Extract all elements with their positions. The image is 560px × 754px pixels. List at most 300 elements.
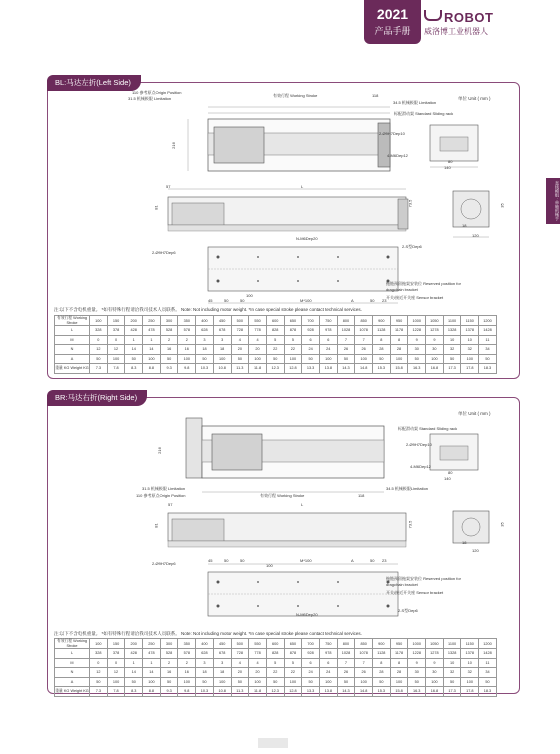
side-view-drawing	[68, 503, 508, 553]
table-cell: 10	[443, 658, 461, 668]
table-cell: 828	[266, 326, 284, 336]
table-cell: 9	[426, 335, 444, 345]
table-cell: 1428	[479, 326, 497, 336]
table-cell: 928	[302, 649, 320, 659]
table-cell: 22	[266, 668, 284, 678]
table-cell: 15.3	[373, 364, 391, 374]
table-row	[55, 335, 497, 345]
table-cell: 1050	[426, 316, 444, 326]
table-cell: 1200	[479, 316, 497, 326]
table-cell: 11.8	[249, 364, 267, 374]
section-right-side	[47, 393, 520, 694]
table-cell: 678	[213, 326, 231, 336]
table-cell: 400	[196, 316, 214, 326]
table-cell: 17.3	[443, 364, 461, 374]
table-cell: 50	[373, 677, 391, 687]
table-cell: 50	[337, 354, 355, 364]
row-header: A	[55, 354, 90, 364]
table-cell: 30	[408, 668, 426, 678]
table-cell: 8.8	[143, 687, 161, 697]
table-row	[55, 687, 497, 697]
table-cell: 1028	[337, 326, 355, 336]
table-cell: 24	[302, 345, 320, 355]
table-cell: 24	[302, 668, 320, 678]
table-cell: 800	[337, 639, 355, 649]
table-cell: 850	[355, 316, 373, 326]
table-cell: 628	[196, 326, 214, 336]
table-cell: 700	[302, 316, 320, 326]
table-cell: 1150	[461, 639, 479, 649]
table-cell: 100	[284, 677, 302, 687]
table-cell: 50	[90, 354, 108, 364]
table-cell: 1	[125, 658, 143, 668]
table-cell: 50	[479, 354, 497, 364]
table-cell: 50	[231, 677, 249, 687]
dim-18: 18	[462, 223, 467, 228]
table-cell: 11.3	[231, 687, 249, 697]
table-cell: 750	[319, 316, 337, 326]
table-cell: 578	[178, 649, 196, 659]
table-cell: 100	[355, 354, 373, 364]
table-cell: 2	[160, 335, 178, 345]
table-cell: 32	[461, 668, 479, 678]
table-cell: 600	[266, 316, 284, 326]
row-header: L	[55, 649, 90, 659]
table-cell: 1100	[443, 639, 461, 649]
table-cell: 16.3	[408, 687, 426, 697]
table-cell: 18.3	[479, 687, 497, 697]
table-cell: 1378	[461, 649, 479, 659]
row-header: N	[55, 345, 90, 355]
dim-140: 140	[444, 165, 451, 170]
table-cell: 1328	[443, 649, 461, 659]
table-cell: 50	[160, 354, 178, 364]
row-header: N	[55, 668, 90, 678]
table-row	[55, 364, 497, 374]
table-cell: 400	[196, 639, 214, 649]
table-cell: 7	[337, 335, 355, 345]
table-cell: 11	[479, 335, 497, 345]
table-cell: 12.3	[266, 364, 284, 374]
table-cell: 150	[107, 316, 125, 326]
table-row	[55, 345, 497, 355]
table-cell: 12.8	[284, 364, 302, 374]
table-cell: 4	[249, 335, 267, 345]
hole-label-2: 4-M6Dep12	[387, 153, 408, 158]
table-cell: 24	[319, 668, 337, 678]
table-cell: 750	[319, 639, 337, 649]
table-cell: 600	[266, 639, 284, 649]
table-cell: 8	[390, 658, 408, 668]
table-cell: 50	[443, 677, 461, 687]
table-cell: 100	[461, 677, 479, 687]
row-header: 重量 KG Weight KG	[55, 687, 90, 697]
origin-label: 110 参考原点Origin Position	[132, 90, 182, 95]
table-cell: 2	[160, 658, 178, 668]
table-row	[55, 326, 497, 336]
dim-100: 100	[246, 293, 253, 298]
table-cell: 7.8	[107, 364, 125, 374]
table-cell: 9.8	[178, 364, 196, 374]
brand-logo	[424, 10, 544, 37]
dim-23: 23	[382, 298, 387, 303]
table-cell: 14.8	[355, 364, 373, 374]
year-label: 2021	[376, 6, 409, 22]
table-cell: 4	[231, 335, 249, 345]
dim-57: 57	[166, 184, 171, 189]
table-cell: 34	[479, 345, 497, 355]
page-number-box	[258, 738, 288, 748]
table-cell: 26	[355, 345, 373, 355]
table-cell: 16	[160, 668, 178, 678]
table-cell: 22	[284, 345, 302, 355]
dim-L: L	[301, 184, 304, 189]
table-cell: 9	[408, 658, 426, 668]
table-cell: 18	[213, 345, 231, 355]
dim-45: 45	[208, 298, 213, 303]
table-cell: 978	[319, 326, 337, 336]
row-header: M	[55, 658, 90, 668]
table-cell: 14.3	[337, 687, 355, 697]
brand-name: ROBOT	[444, 10, 494, 25]
manual-label: 产品手册	[374, 26, 411, 36]
table-cell: 1078	[355, 649, 373, 659]
bolt-label: N-M6Dep20	[296, 612, 318, 617]
table-cell: 11.3	[231, 364, 249, 374]
dim-50b: 50	[240, 298, 245, 303]
weight-note: 注:以下不含电机重量。 *如有特殊行程请洽我司技术人员联系。 Note: Not including motor weight. *In case special stroke please contact technical services.	[54, 631, 362, 636]
table-cell: 0	[90, 335, 108, 345]
table-cell: 14.3	[337, 364, 355, 374]
table-cell: 728	[231, 326, 249, 336]
table-cell: 1150	[461, 316, 479, 326]
table-cell: 928	[302, 326, 320, 336]
row-header: L	[55, 326, 90, 336]
table-cell: 16	[178, 668, 196, 678]
dim-216: 216	[170, 142, 176, 149]
row-header: 重量 KG Weight KG	[55, 364, 90, 374]
table-cell: 20	[231, 345, 249, 355]
table-row	[55, 354, 497, 364]
table-cell: 978	[319, 649, 337, 659]
dim-35: 35	[499, 203, 505, 208]
table-cell: 100	[90, 316, 108, 326]
table-cell: 428	[125, 649, 143, 659]
table-cell: 50	[231, 354, 249, 364]
table-cell: 450	[213, 639, 231, 649]
table-cell: 16	[178, 345, 196, 355]
dim-50a: 50	[224, 298, 229, 303]
table-cell: 14.8	[355, 687, 373, 697]
table-cell: 850	[355, 639, 373, 649]
table-cell: 20	[249, 668, 267, 678]
sensor-label: 开关/接近开关座 Sensor bracket	[386, 295, 444, 300]
bottom-view-drawing	[198, 558, 418, 638]
table-cell: 528	[160, 326, 178, 336]
table-cell: 1	[125, 335, 143, 345]
table-cell: 478	[143, 326, 161, 336]
table-cell: 28	[373, 668, 391, 678]
table-cell: 12.8	[284, 687, 302, 697]
table-cell: 7	[337, 658, 355, 668]
table-cell: 700	[302, 639, 320, 649]
table-cell: 10	[461, 658, 479, 668]
limit-right-label: 34.5 机械极限 Limitation	[393, 100, 437, 105]
dim-50b: 50	[240, 558, 245, 563]
stroke-label: 有效行程 Working Stroke	[273, 93, 318, 98]
table-cell: 12	[90, 345, 108, 355]
table-cell: 5	[284, 335, 302, 345]
row-header: A	[55, 677, 90, 687]
table-cell: 878	[284, 326, 302, 336]
table-cell: 12	[107, 345, 125, 355]
hole-label-1: 2-Ø9H7Dep10	[379, 131, 405, 136]
table-cell: 578	[178, 326, 196, 336]
table-cell: 14	[125, 668, 143, 678]
table-cell: 100	[249, 354, 267, 364]
table-cell: 9.8	[178, 687, 196, 697]
sliding-rack-label: 标配滑动架 Standard Sliding rack	[394, 111, 454, 116]
table-cell: 778	[249, 326, 267, 336]
table-cell: 10.3	[196, 687, 214, 697]
table-cell: 2	[178, 335, 196, 345]
logo-mark-icon	[424, 10, 442, 21]
table-cell: 650	[284, 316, 302, 326]
table-cell: 300	[160, 316, 178, 326]
table-cell: 26	[355, 668, 373, 678]
table-cell: 18	[196, 345, 214, 355]
table-cell: 328	[90, 326, 108, 336]
table-cell: 28	[373, 345, 391, 355]
table-cell: 1128	[373, 326, 391, 336]
table-cell: 1	[143, 658, 161, 668]
dim-m100: M*100	[300, 558, 312, 563]
table-cell: 20	[231, 668, 249, 678]
dim-80: 80	[448, 470, 453, 475]
table-cell: 100	[90, 639, 108, 649]
table-cell: 5	[266, 335, 284, 345]
table-cell: 1200	[479, 639, 497, 649]
dim-118: 118	[372, 93, 379, 98]
table-cell: 14	[143, 668, 161, 678]
table-cell: 1328	[443, 326, 461, 336]
table-cell: 16	[160, 345, 178, 355]
table-cell: 7	[355, 658, 373, 668]
table-cell: 450	[213, 316, 231, 326]
table-cell: 50	[266, 354, 284, 364]
dim-140: 140	[444, 476, 451, 481]
dim-216: 216	[156, 447, 162, 454]
table-cell: 8.3	[125, 687, 143, 697]
side-category-tab[interactable]: 直线模组 · 单轴机械手	[546, 178, 560, 224]
table-cell: 7	[355, 335, 373, 345]
table-cell: 100	[107, 354, 125, 364]
table-cell: 878	[284, 649, 302, 659]
row-header: M	[55, 335, 90, 345]
table-cell: 16.8	[426, 687, 444, 697]
table-cell: 10.3	[196, 364, 214, 374]
bolt-label: N-M6Dep20	[296, 236, 318, 241]
hole-label-1: 2-Ø9H7Dep10	[406, 442, 432, 447]
spec-table	[54, 315, 497, 374]
table-cell: 50	[337, 677, 355, 687]
table-cell: 28	[390, 668, 408, 678]
table-cell: 1178	[390, 649, 408, 659]
mech-limit-label: 31.5 机械极限 Limitation	[142, 486, 186, 491]
table-cell: 32	[443, 668, 461, 678]
table-cell: 150	[107, 639, 125, 649]
table-cell: 1050	[426, 639, 444, 649]
table-cell: 250	[143, 639, 161, 649]
table-row	[55, 649, 497, 659]
table-cell: 428	[125, 326, 143, 336]
table-cell: 100	[426, 677, 444, 687]
table-cell: 16.3	[408, 364, 426, 374]
table-cell: 18	[213, 668, 231, 678]
table-cell: 13.8	[319, 364, 337, 374]
table-cell: 9	[426, 658, 444, 668]
dim-100: 100	[266, 563, 273, 568]
table-cell: 15.3	[373, 687, 391, 697]
table-cell: 14	[143, 345, 161, 355]
dragchain-label: 拖链预留拖架安装位 Reserved position for dragchain bracket	[386, 576, 461, 587]
table-cell: 4	[249, 658, 267, 668]
stroke-label: 有效行程 Working Stroke	[260, 493, 305, 498]
weight-note: 注:以下不含电机重量。 *如有特殊行程请洽我司技术人员联系。 Note: Not including motor weight. *In case special stroke please contact technical services.	[54, 307, 362, 312]
table-cell: 14	[125, 345, 143, 355]
table-cell: 1228	[408, 649, 426, 659]
table-cell: 18.3	[479, 364, 497, 374]
table-cell: 1	[143, 335, 161, 345]
table-cell: 50	[373, 354, 391, 364]
table-cell: 50	[302, 354, 320, 364]
table-cell: 50	[408, 677, 426, 687]
dim-50a: 50	[224, 558, 229, 563]
table-cell: 1378	[461, 326, 479, 336]
table-cell: 34	[479, 668, 497, 678]
dim-L: L	[301, 502, 304, 507]
table-cell: 3	[213, 658, 231, 668]
table-cell: 900	[373, 316, 391, 326]
table-cell: 15.8	[390, 364, 408, 374]
row-header: 有效行程 Working Stroke	[55, 316, 90, 326]
table-cell: 6	[319, 335, 337, 345]
year-tab	[364, 0, 421, 44]
table-cell: 50	[90, 677, 108, 687]
table-cell: 328	[90, 649, 108, 659]
table-cell: 17.8	[461, 687, 479, 697]
table-cell: 350	[178, 316, 196, 326]
table-cell: 2	[178, 658, 196, 668]
table-cell: 13.3	[302, 364, 320, 374]
dim-57: 57	[168, 502, 173, 507]
table-row	[55, 316, 497, 326]
top-view-drawing	[168, 97, 508, 177]
table-cell: 250	[143, 316, 161, 326]
sensor-label: 开关/接近开关座 Sensor bracket	[386, 590, 444, 595]
table-cell: 950	[390, 316, 408, 326]
table-cell: 28	[390, 345, 408, 355]
dim-50c: 50	[370, 298, 375, 303]
table-cell: 50	[160, 677, 178, 687]
table-cell: 200	[125, 316, 143, 326]
table-cell: 8	[390, 335, 408, 345]
dim-73: 73.5	[407, 199, 413, 208]
table-cell: 8	[373, 335, 391, 345]
table-cell: 22	[284, 668, 302, 678]
table-cell: 100	[319, 354, 337, 364]
table-cell: 100	[213, 677, 231, 687]
table-cell: 3	[196, 658, 214, 668]
table-cell: 50	[125, 354, 143, 364]
slot-label: 2-S型Dep6	[402, 244, 422, 249]
table-cell: 100	[390, 354, 408, 364]
dim-80: 80	[448, 159, 453, 164]
table-cell: 3	[196, 335, 214, 345]
dim-A: A	[351, 298, 354, 303]
table-cell: 200	[125, 639, 143, 649]
table-cell: 50	[196, 354, 214, 364]
table-cell: 100	[213, 354, 231, 364]
table-cell: 1078	[355, 326, 373, 336]
table-cell: 100	[178, 354, 196, 364]
table-cell: 17.3	[443, 687, 461, 697]
table-cell: 100	[319, 677, 337, 687]
table-cell: 20	[249, 345, 267, 355]
table-cell: 100	[143, 354, 161, 364]
table-cell: 378	[107, 326, 125, 336]
table-cell: 550	[249, 639, 267, 649]
table-cell: 478	[143, 649, 161, 659]
table-cell: 7.3	[90, 687, 108, 697]
table-cell: 100	[355, 677, 373, 687]
dim-m100: M*100	[300, 298, 312, 303]
table-cell: 50	[302, 677, 320, 687]
table-cell: 0	[107, 335, 125, 345]
unit-label: 单位 Unit ( mm )	[458, 96, 491, 101]
table-row	[55, 677, 497, 687]
table-row	[55, 639, 497, 649]
hole-label-2: 4-M6Dep12	[410, 464, 431, 469]
table-cell: 10	[443, 335, 461, 345]
table-cell: 26	[337, 668, 355, 678]
table-cell: 6	[302, 335, 320, 345]
table-cell: 628	[196, 649, 214, 659]
table-cell: 728	[231, 649, 249, 659]
dim-118: 118	[358, 493, 365, 498]
table-cell: 8.8	[143, 364, 161, 374]
dim-18: 18	[462, 540, 467, 545]
table-cell: 5	[266, 658, 284, 668]
table-cell: 24	[319, 345, 337, 355]
table-cell: 100	[461, 354, 479, 364]
dim-45: 45	[208, 558, 213, 563]
dim-23: 23	[382, 558, 387, 563]
table-cell: 12	[107, 668, 125, 678]
table-cell: 50	[408, 354, 426, 364]
pin-label: 2-Ø9H7Dep6	[152, 561, 176, 566]
table-row	[55, 668, 497, 678]
table-cell: 12	[90, 668, 108, 678]
table-cell: 678	[213, 649, 231, 659]
table-cell: 18	[196, 668, 214, 678]
table-cell: 10.8	[213, 687, 231, 697]
table-cell: 30	[426, 345, 444, 355]
table-cell: 1000	[408, 639, 426, 649]
table-cell: 100	[107, 677, 125, 687]
table-cell: 1100	[443, 316, 461, 326]
section-left-side	[47, 78, 520, 379]
